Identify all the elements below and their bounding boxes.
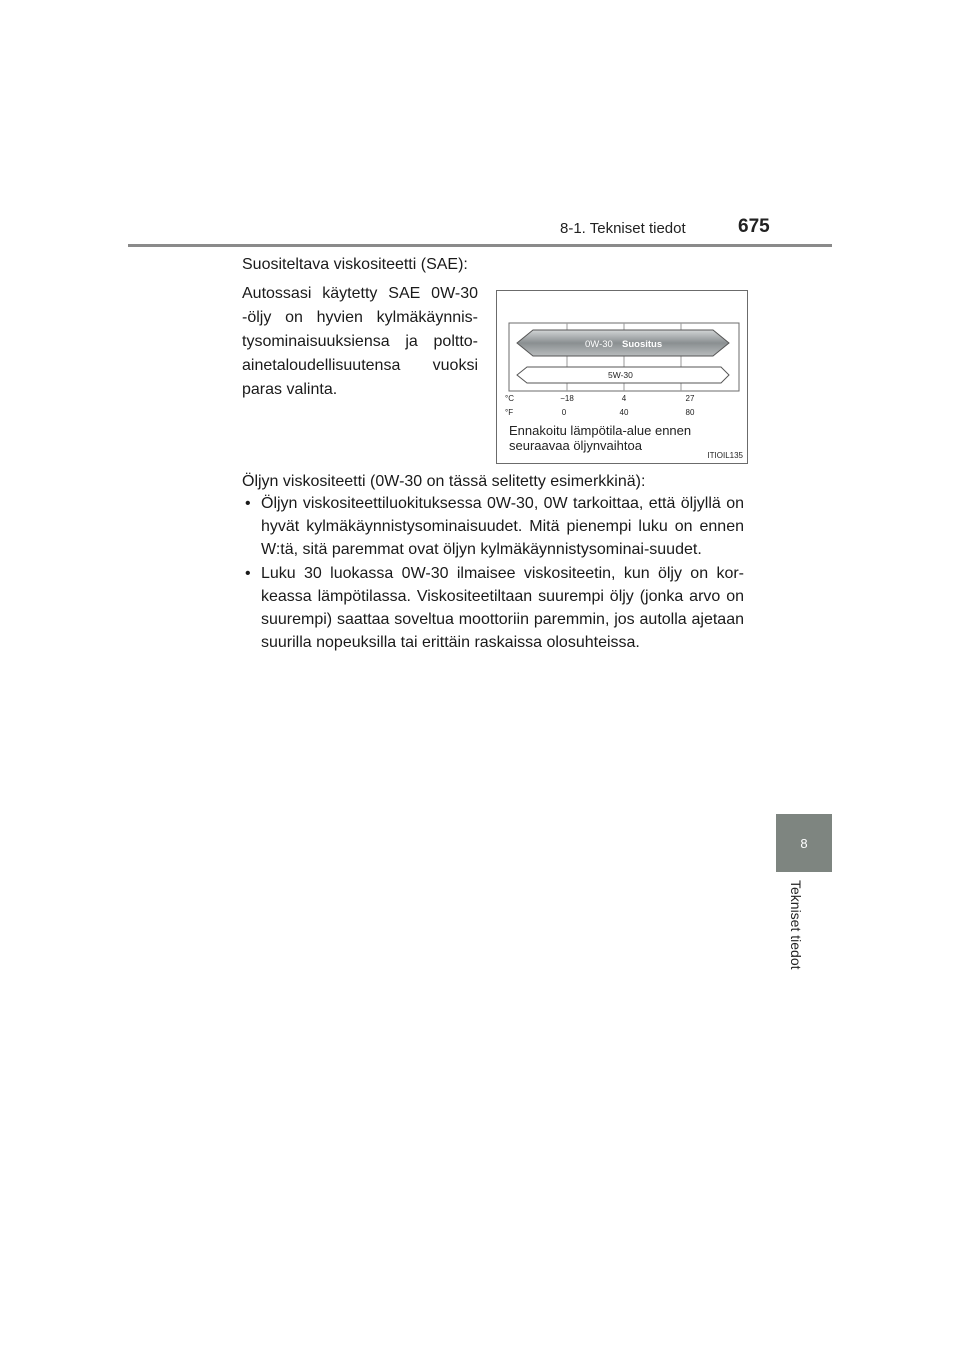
bullet-mark: • bbox=[245, 495, 251, 512]
viscosity-figure bbox=[496, 290, 748, 464]
header-rule bbox=[128, 244, 832, 247]
tick-c-2: 4 bbox=[621, 394, 627, 403]
band-0w30-note: Suositus bbox=[622, 339, 663, 350]
list-item bbox=[242, 492, 744, 562]
band-5w30-label: 5W-30 bbox=[608, 370, 633, 380]
tick-f-2: 40 bbox=[619, 408, 629, 417]
unit-celsius: °C bbox=[505, 394, 514, 403]
page-number: 675 bbox=[738, 216, 770, 237]
tick-f-3: 80 bbox=[685, 408, 695, 417]
unit-fahrenheit: °F bbox=[505, 408, 514, 417]
viscosity-bullet-list bbox=[242, 492, 744, 654]
section-title: 8-1. Tekniset tiedot bbox=[560, 220, 686, 237]
bullet-mark: • bbox=[245, 564, 251, 582]
tick-f-1: 0 bbox=[561, 408, 567, 417]
list-item bbox=[242, 562, 744, 655]
figure-caption bbox=[509, 423, 691, 453]
chapter-number: 8 bbox=[800, 835, 808, 851]
band-0w30-label: 0W-30 bbox=[585, 339, 613, 350]
caption-line-2: seuraavaa öljynvaihtoa bbox=[509, 438, 642, 453]
tick-c-3: 27 bbox=[685, 394, 695, 403]
caption-line-1: Ennakoitu lämpötila-alue ennen bbox=[509, 423, 692, 438]
bullet-text: Öljyn viskositeettiluokituksessa 0W-30, 0W tarkoittaa, että öljyllä on hyvät kylmäkäynnistysominaisuudet. Mitä pienempi luku on ennen W:tä, sitä paremmat ovat öljyn kylmäkäynnistysominai-suudet. bbox=[261, 495, 744, 559]
intro-paragraph: Autossasi käytetty SAE 0W-30 -öljy on hyvien kylmäkäynnis-tysominaisuuksiensa ja poltto-ainetaloudellisuutensa vuoksi paras valinta. bbox=[242, 285, 478, 398]
chapter-tab[interactable] bbox=[776, 814, 832, 872]
viscosity-lead: Öljyn viskositeetti (0W-30 on tässä selitetty esimerkkinä): bbox=[242, 473, 646, 490]
figure-id: ITIOIL135 bbox=[707, 451, 743, 460]
chapter-label: Tekniset tiedot bbox=[788, 880, 804, 970]
tick-c-1: −18 bbox=[560, 394, 574, 403]
bullet-text: Luku 30 luokassa 0W-30 ilmaisee viskositeetin, kun öljy on kor-keassa lämpötilassa. Viskositeetiltaan suurempi öljy (jonka arvo on suurempi) saattaa soveltua moottoriin paremmin, jos autolla ajetaan suurilla nopeuksilla tai erittäin raskaissa olosuhteissa. bbox=[261, 564, 744, 652]
viscosity-subheading: Suositeltava viskositeetti (SAE): bbox=[242, 256, 468, 273]
